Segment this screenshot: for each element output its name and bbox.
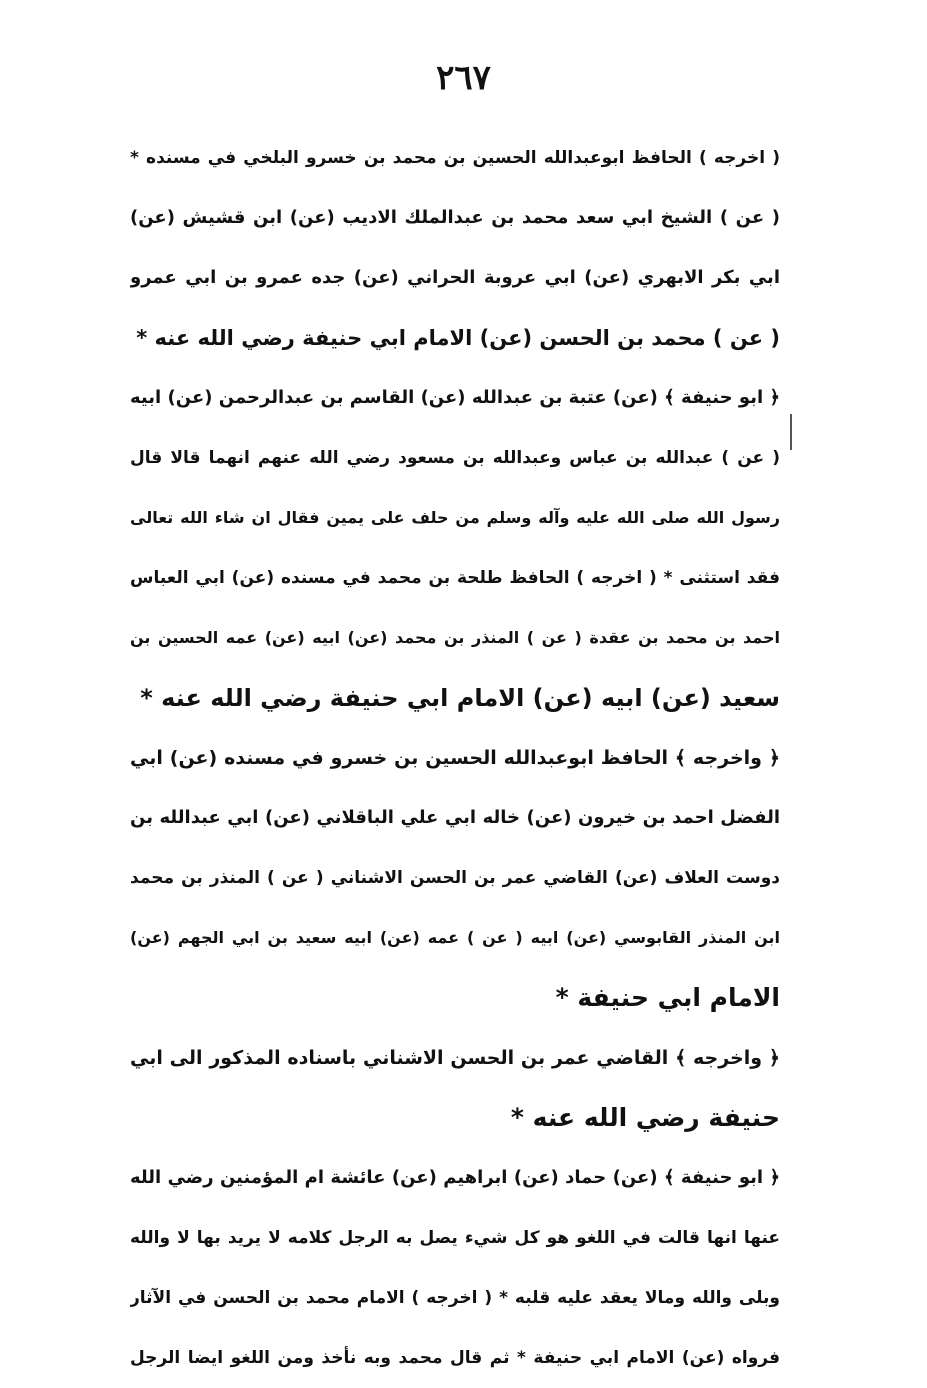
text-line: رسول الله صلى الله عليه وآله وسلم من حلف على يمين فقال ان شاء الله تعالى [130, 508, 780, 527]
text-line: ( عن ) الشيخ ابي سعد محمد بن عبدالملك الاديب (عن) ابن قشيش (عن) [130, 207, 780, 228]
text-line: فقد استثنى * ( اخرجه ) الحافظ طلحة بن محمد في مسنده (عن) ابي العباس [130, 568, 780, 588]
text-line: ابي بكر الابهري (عن) ابي عروبة الحراني (عن) جده عمرو بن ابي عمرو [130, 267, 780, 288]
body-text [130, 128, 780, 1388]
text-line: ﴿ ابو حنيفة ﴾ (عن) عتبة بن عبدالله (عن) القاسم بن عبدالرحمن (عن) ابيه [130, 387, 780, 408]
text-line: ( عن ) محمد بن الحسن (عن) الامام ابي حنيفة رضي الله عنه * [136, 326, 780, 350]
text-line: سعيد (عن) ابيه (عن) الامام ابي حنيفة رضي الله عنه * [140, 684, 780, 712]
margin-line [790, 414, 792, 450]
text-line: ﴿ واخرجه ﴾ القاضي عمر بن الحسن الاشناني باسناده المذكور الى ابي [130, 1047, 780, 1069]
text-line: الفضل احمد بن خيرون (عن) خاله ابي علي الباقلاني (عن) ابي عبدالله بن [130, 807, 780, 828]
text-line: الامام ابي حنيفة * [555, 983, 780, 1012]
text-line: وبلى والله ومالا يعقد عليه قلبه * ( اخرجه ) الامام محمد بن الحسن في الآثار [130, 1288, 780, 1308]
text-line: ﴿ واخرجه ﴾ الحافظ ابوعبدالله الحسين بن خسرو في مسنده (عن) ابي [130, 747, 780, 769]
text-line: ( اخرجه ) الحافظ ابوعبدالله الحسين بن محمد بن خسرو البلخي في مسنده * [130, 148, 780, 168]
text-line: ابن المنذر القابوسي (عن) ابيه ( عن ) عمه (عن) ابيه سعيد بن ابي الجهم (عن) [130, 928, 780, 947]
text-line: عنها انها قالت في اللغو هو كل شيء يصل به الرجل كلامه لا يريد بها لا والله [130, 1228, 780, 1248]
text-line: ( عن ) عبدالله بن عباس وعبدالله بن مسعود رضي الله عنهم انهما قالا قال [130, 448, 780, 468]
text-line: احمد بن محمد بن عقدة ( عن ) المنذر بن محمد (عن) ابيه (عن) عمه الحسين بن [130, 628, 780, 647]
text-line: حنيفة رضي الله عنه * [510, 1103, 780, 1132]
page-number: ٢٦٧ [436, 58, 491, 98]
text-line: فرواه (عن) الامام ابي حنيفة * ثم قال محمد وبه نأخذ ومن اللغو ايضا الرجل [130, 1348, 780, 1368]
text-line: دوست العلاف (عن) القاضي عمر بن الحسن الاشناني ( عن ) المنذر بن محمد [130, 868, 780, 888]
text-line: ﴿ ابو حنيفة ﴾ (عن) حماد (عن) ابراهيم (عن) عائشة ام المؤمنين رضي الله [130, 1167, 780, 1188]
